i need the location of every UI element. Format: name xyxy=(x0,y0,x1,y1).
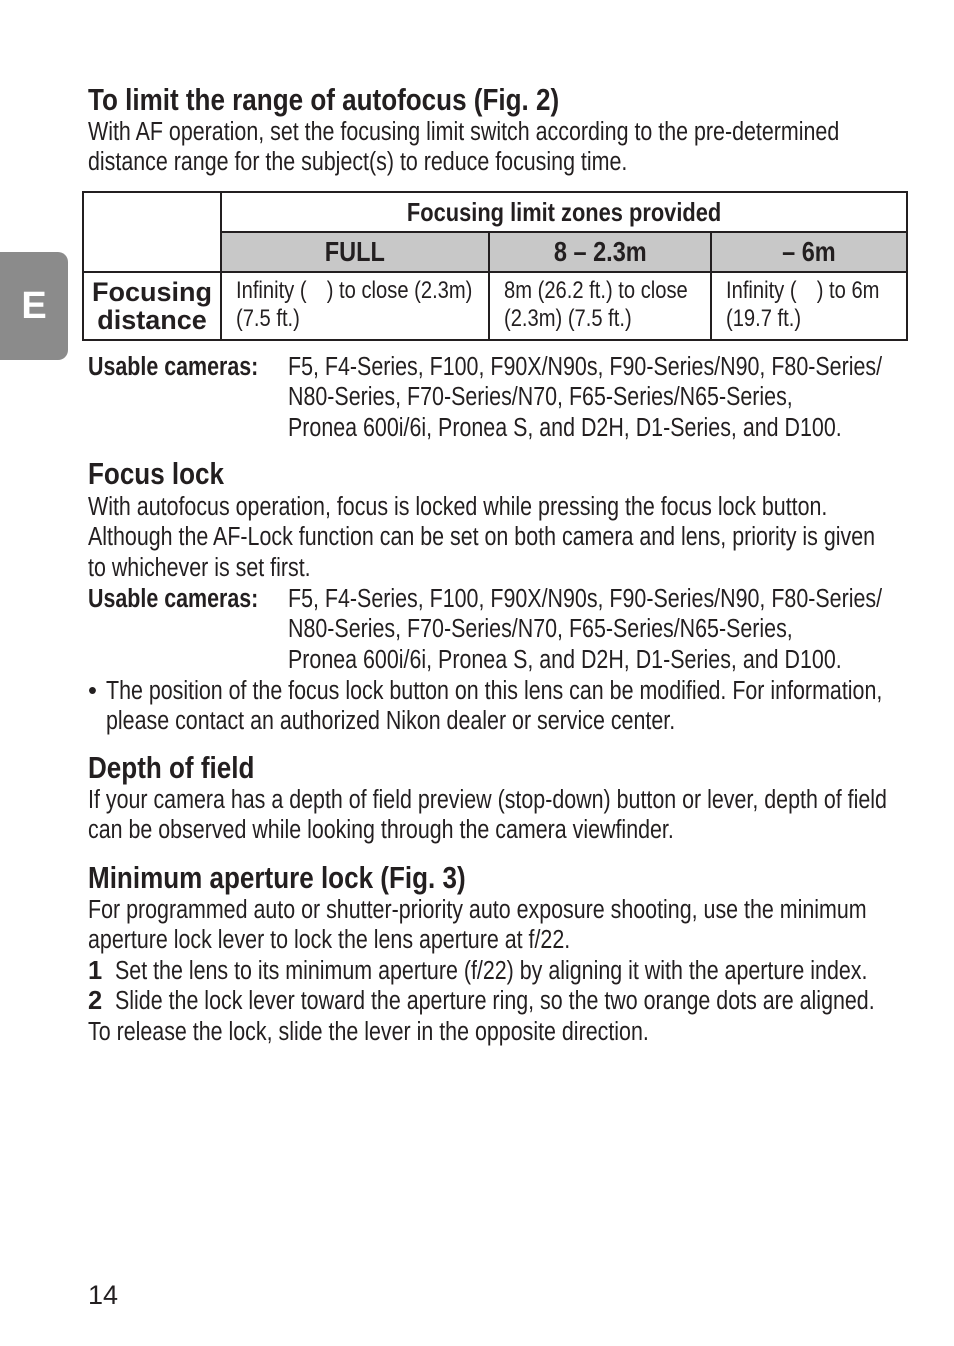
section-title: Depth of field xyxy=(88,750,255,785)
focusing-limit-table xyxy=(82,191,908,341)
step-text: Slide the lock lever toward the aperture ring, so the two orange dots are aligned. xyxy=(115,987,875,1015)
paragraph-line: can be observed while looking through the camera viewfinder. xyxy=(88,816,674,844)
note-line: please contact an authorized Nikon dealer or service center. xyxy=(106,707,676,735)
section-title: Minimum aperture lock (Fig. 3) xyxy=(88,860,466,895)
usable-cameras-line: N80-Series, F70-Series/N70, F65-Series/N65-Series, xyxy=(288,615,793,643)
page-number: 14 xyxy=(88,1280,119,1310)
step-number: 2 xyxy=(88,987,103,1015)
paragraph-line: With AF operation, set the focusing limit switch according to the pre-determined xyxy=(88,118,840,146)
section-depth-of-field xyxy=(88,751,286,785)
note-line: The position of the focus lock button on this lens can be modified. For information, xyxy=(106,677,883,705)
usable-cameras-line: N80-Series, F70-Series/N70, F65-Series/N65-Series, xyxy=(288,383,793,411)
section-focus-lock xyxy=(88,457,250,491)
column-header-6m: – 6m xyxy=(711,232,907,272)
language-tab: E xyxy=(0,252,68,360)
table-group-header: Focusing limit zones provided xyxy=(221,192,907,232)
paragraph-line: distance range for the subject(s) to reduce focusing time. xyxy=(88,148,628,176)
section-title: To limit the range of autofocus (Fig. 2) xyxy=(88,82,560,117)
column-header-full: FULL xyxy=(221,232,489,272)
table-cell-full: Infinity ( ) to close (2.3m) (7.5 ft.) xyxy=(221,272,489,340)
paragraph-line: to whichever is set first. xyxy=(88,554,311,582)
paragraph-line: To release the lock, slide the lever in the opposite direction. xyxy=(88,1018,649,1046)
usable-cameras-line: F5, F4-Series, F100, F90X/N90s, F90-Series/N90, F80-Series/ xyxy=(288,585,883,613)
section-limit-autofocus xyxy=(88,83,649,117)
usable-cameras-line: Pronea 600i/6i, Pronea S, and D2H, D1-Series, and D100. xyxy=(288,414,842,442)
usable-cameras-line: F5, F4-Series, F100, F90X/N90s, F90-Series/N90, F80-Series/ xyxy=(288,353,883,381)
paragraph-line: aperture lock lever to lock the lens aperture at f/22. xyxy=(88,926,571,954)
column-header-8-2.3m: 8 – 2.3m xyxy=(489,232,711,272)
paragraph-line: With autofocus operation, focus is locked while pressing the focus lock button. xyxy=(88,493,828,521)
paragraph-line: Although the AF-Lock function can be set on both camera and lens, priority is given xyxy=(88,523,876,551)
step-number: 1 xyxy=(88,957,103,985)
table-cell-6m: Infinity ( ) to 6m (19.7 ft.) xyxy=(711,272,907,340)
bullet-icon: • xyxy=(88,677,97,705)
usable-cameras-line: Pronea 600i/6i, Pronea S, and D2H, D1-Series, and D100. xyxy=(288,646,842,674)
section-title: Focus lock xyxy=(88,456,225,491)
paragraph-line: For programmed auto or shutter-priority auto exposure shooting, use the minimum xyxy=(88,896,867,924)
row-label-focusing-distance: Focusing distance xyxy=(83,272,221,340)
paragraph-line: If your camera has a depth of field preview (stop-down) button or lever, depth of field xyxy=(88,786,887,814)
table-corner xyxy=(83,192,221,272)
step-text: Set the lens to its minimum aperture (f/22) by aligning it with the aperture index. xyxy=(115,957,868,985)
section-minimum-aperture-lock xyxy=(88,861,538,895)
usable-cameras-label: Usable cameras: xyxy=(88,353,259,381)
usable-cameras-label: Usable cameras: xyxy=(88,585,259,613)
table-cell-8-2.3m: 8m (26.2 ft.) to close (2.3m) (7.5 ft.) xyxy=(489,272,711,340)
